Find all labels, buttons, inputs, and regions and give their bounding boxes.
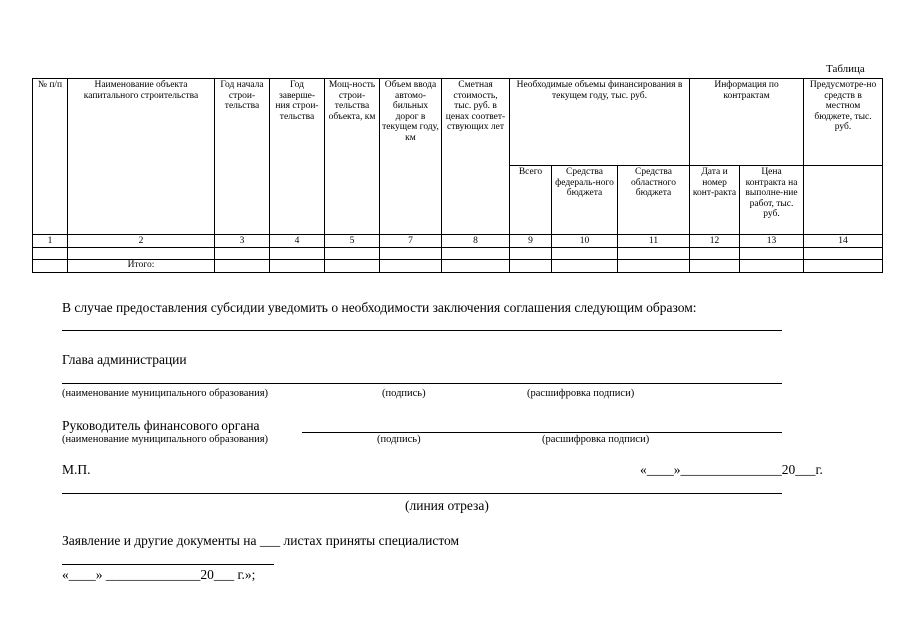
notice-text: В случае предоставления субсидии уведомить о необходимости заключения соглашения следующим образом: bbox=[62, 300, 697, 315]
acceptance-text: Заявление и другие документы на ___ листах приняты специалистом bbox=[62, 533, 460, 548]
column-number: 4 bbox=[270, 235, 325, 248]
acceptance-date: «____» ______________20___ г.»; bbox=[62, 567, 256, 582]
subheader-regional: Средства областного бюджета bbox=[618, 166, 690, 235]
subheader-federal: Средства федераль-ного бюджета bbox=[552, 166, 618, 235]
column-number: 7 bbox=[380, 235, 442, 248]
finance-label: Руководитель финансового органа bbox=[62, 418, 260, 433]
column-number: 12 bbox=[690, 235, 740, 248]
finance-caption-municipality: (наименование муниципального образования) bbox=[62, 434, 269, 445]
cut-dash-line bbox=[62, 493, 782, 494]
total-label: Итого: bbox=[68, 260, 215, 273]
header-start-year: Год начала строи-тельства bbox=[215, 79, 270, 235]
subheader-contract-date: Дата и номер конт-ракта bbox=[690, 166, 740, 235]
column-number: 2 bbox=[68, 235, 215, 248]
header-contracts: Информация по контрактам bbox=[690, 79, 804, 166]
head-label: Глава администрации bbox=[62, 352, 187, 367]
column-number: 10 bbox=[552, 235, 618, 248]
subheader-contract-price: Цена контракта на выполне-ние работ, тыс. руб. bbox=[740, 166, 804, 235]
column-number: 8 bbox=[442, 235, 510, 248]
header-financing: Необходимые объемы финансирования в текущем году, тыс. руб. bbox=[510, 79, 690, 166]
header-capacity: Мощ-ность строи-тельства объекта, км bbox=[325, 79, 380, 235]
subheader-total: Всего bbox=[510, 166, 552, 235]
stamp-label: М.П. bbox=[62, 462, 91, 477]
column-number: 1 bbox=[33, 235, 68, 248]
column-number: 9 bbox=[510, 235, 552, 248]
head-caption-municipality: (наименование муниципального образования) bbox=[62, 388, 269, 399]
column-number: 14 bbox=[804, 235, 883, 248]
head-signature-line bbox=[62, 383, 782, 384]
head-caption-decoding: (расшифровка подписи) bbox=[527, 388, 635, 399]
column-number: 13 bbox=[740, 235, 804, 248]
cut-line-label: (линия отреза) bbox=[405, 498, 489, 513]
header-end-year: Год заверше-ния строи-тельства bbox=[270, 79, 325, 235]
table-row bbox=[33, 248, 883, 260]
acceptance-signature-line bbox=[62, 564, 274, 565]
data-table bbox=[32, 78, 883, 273]
finance-signature-line bbox=[302, 432, 782, 433]
column-number: 11 bbox=[618, 235, 690, 248]
header-name: Наименование объекта капитального строительства bbox=[68, 79, 215, 235]
column-numbers-row bbox=[33, 235, 883, 248]
header-num: № п/п bbox=[33, 79, 68, 235]
column-number: 3 bbox=[215, 235, 270, 248]
column-number: 5 bbox=[325, 235, 380, 248]
header-volume: Объем ввода автомо-бильных дорог в текущем году, км bbox=[380, 79, 442, 235]
header-cost: Сметная стоимость, тыс. руб. в ценах соответ-ствующих лет bbox=[442, 79, 510, 235]
table-caption: Таблица bbox=[826, 63, 865, 75]
stamp-date: «____»_______________20___г. bbox=[640, 462, 823, 477]
subheader-empty bbox=[804, 166, 883, 235]
finance-caption-decoding: (расшифровка подписи) bbox=[542, 434, 650, 445]
head-caption-signature: (подпись) bbox=[382, 388, 426, 399]
notice-line bbox=[62, 330, 782, 331]
finance-caption-signature: (подпись) bbox=[377, 434, 421, 445]
total-row bbox=[33, 260, 883, 273]
header-local-budget: Предусмотре-но средств в местном бюджете, тыс. руб. bbox=[804, 79, 883, 166]
